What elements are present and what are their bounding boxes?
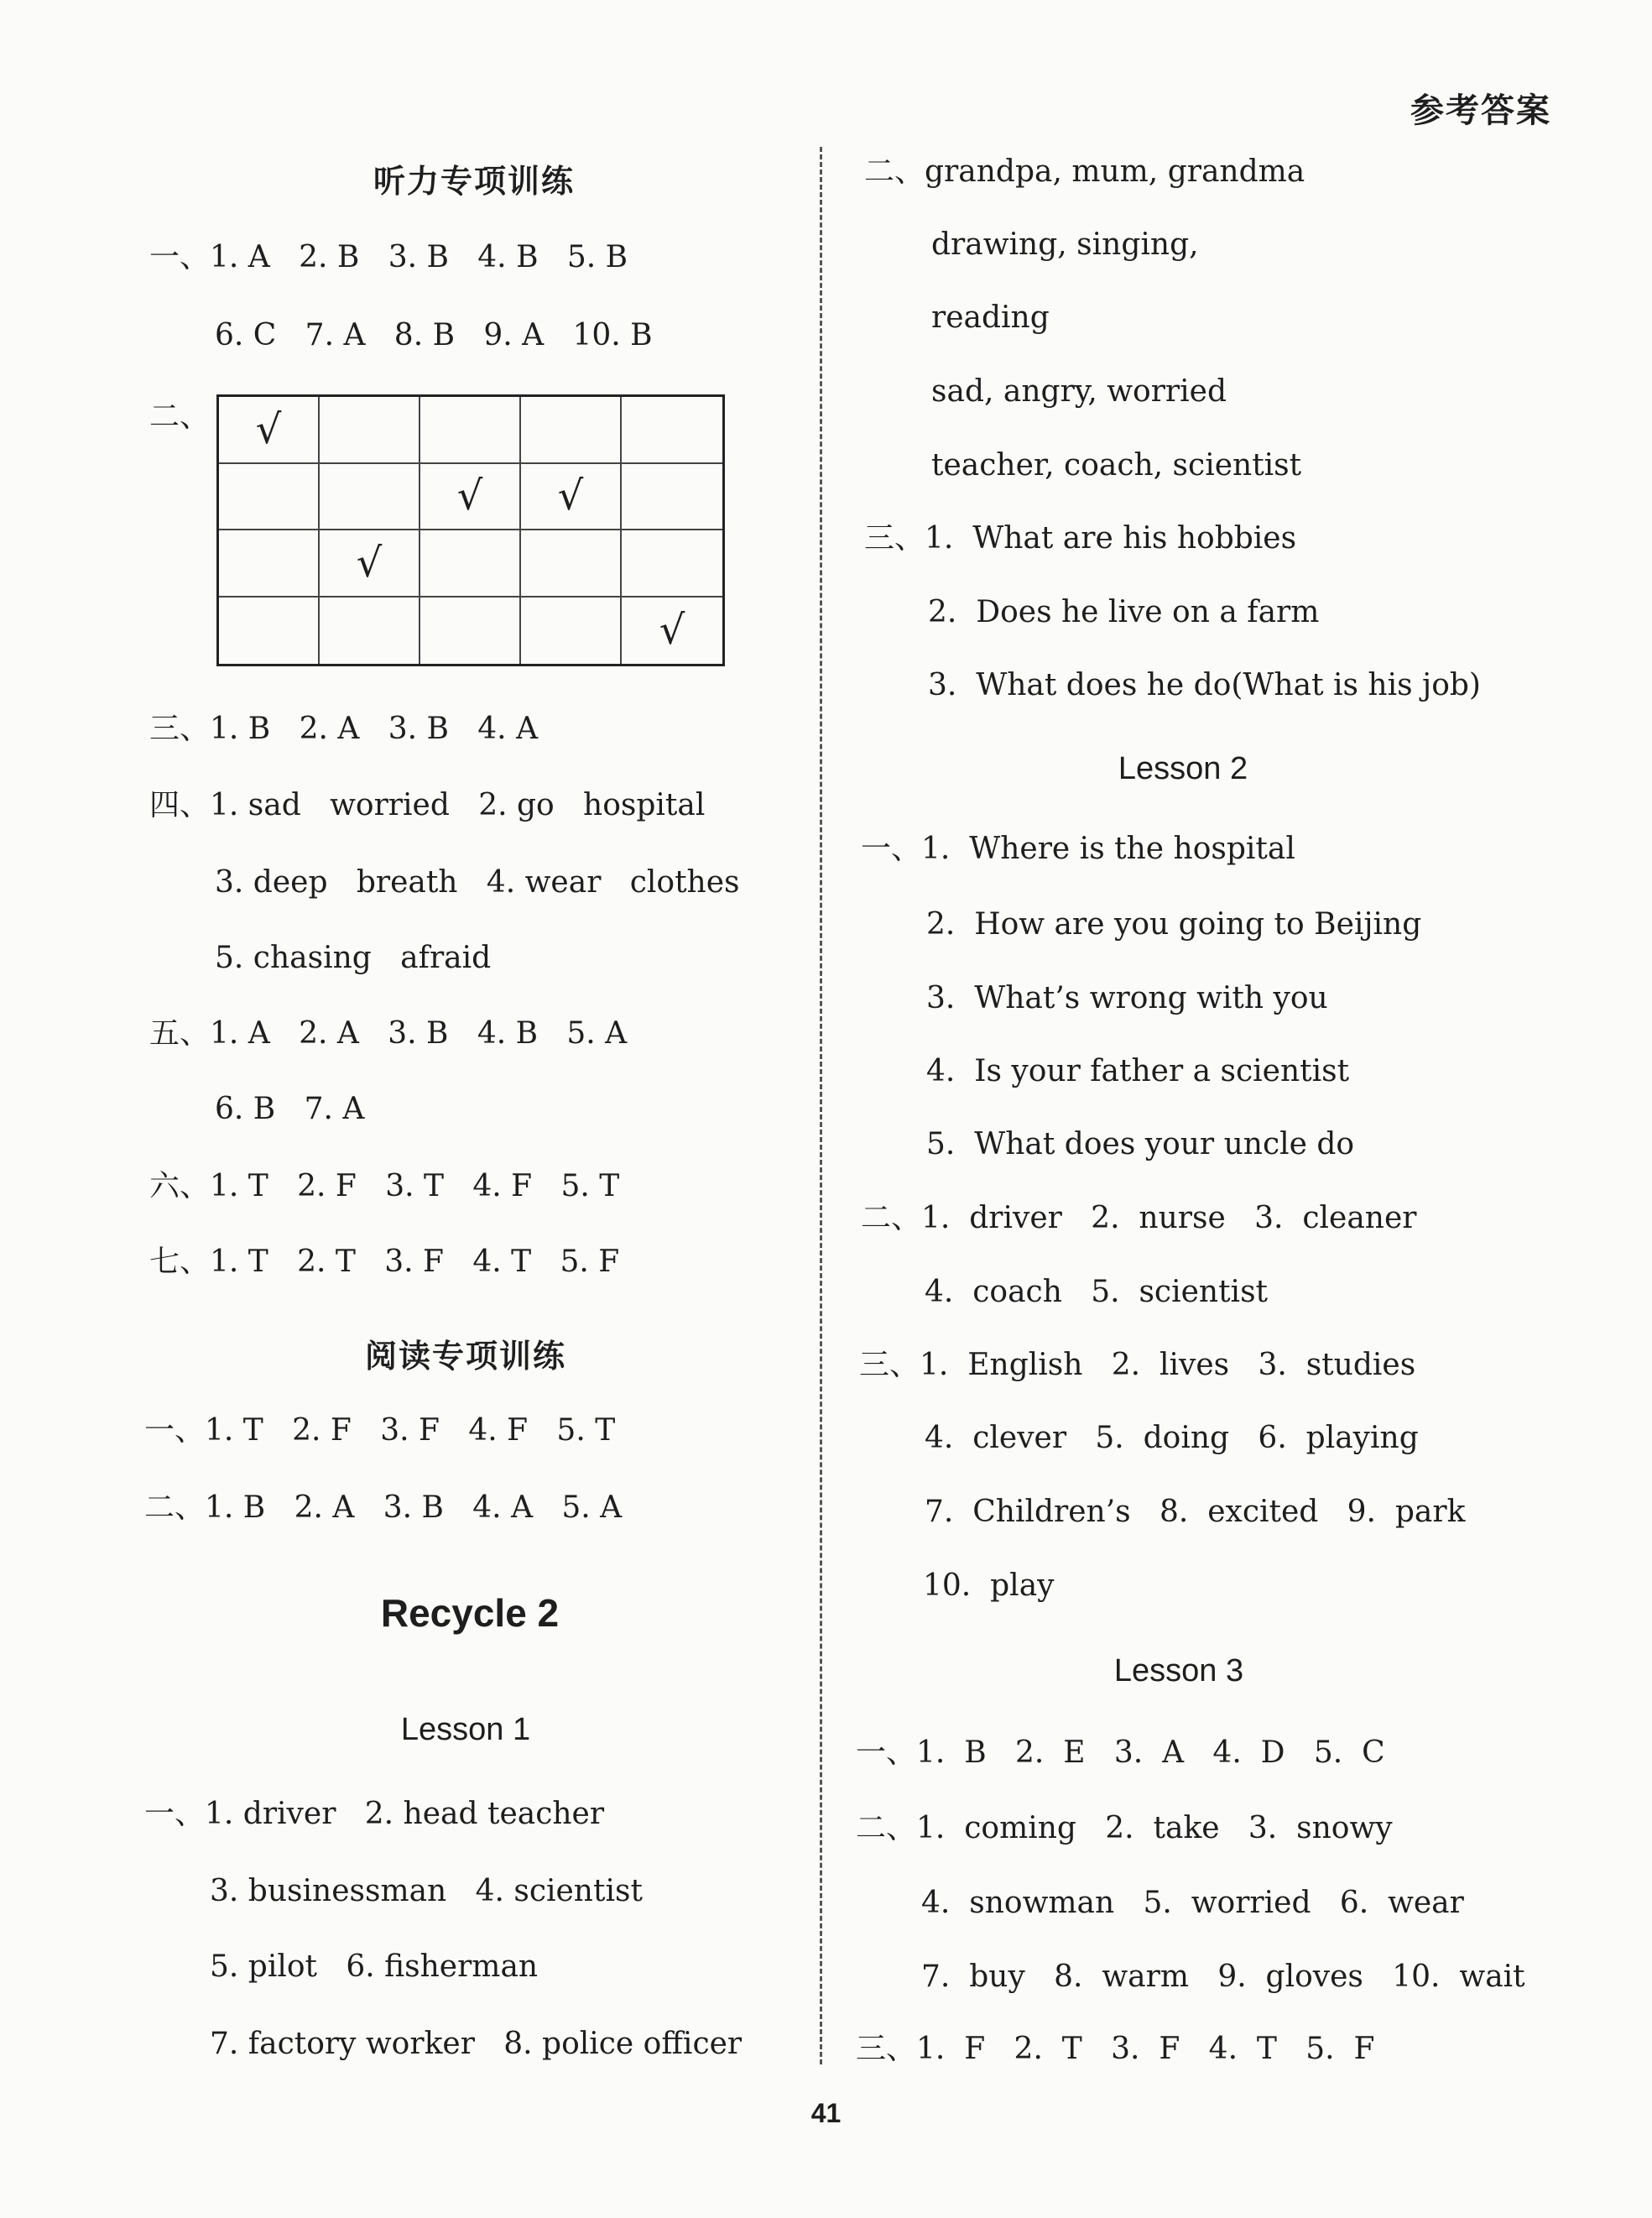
grid-cell [622, 397, 722, 464]
answer-line: 六、1. T 2. F 3. T 4. F 5. T [149, 1169, 620, 1203]
answer-line: 七、1. T 2. T 3. F 4. T 5. F [149, 1245, 620, 1279]
section-label: 二、 [149, 399, 211, 434]
answer-line: 二、1. B 2. A 3. B 4. A 5. A [144, 1490, 623, 1525]
grid-cell: √ [219, 397, 320, 464]
grid-cell [320, 397, 420, 464]
answer-line: teacher, coach, scientist [931, 448, 1302, 483]
grid-cell [219, 464, 320, 531]
grid-cell [320, 464, 420, 531]
answer-line: 一、1. driver 2. head teacher [144, 1797, 605, 1831]
grid-cell [622, 464, 722, 531]
answer-line: 6. B 7. A [215, 1092, 365, 1126]
grid-cell [420, 598, 521, 665]
recycle-title: Recycle 2 [380, 1591, 560, 1635]
grid-cell: √ [659, 607, 685, 655]
grid-cell [420, 397, 521, 464]
answer-line: 一、1. B 2. E 3. A 4. D 5. C [856, 1735, 1385, 1770]
answer-line: 二、1. coming 2. take 3. snowy [856, 1811, 1393, 1845]
answer-line: 一、1. T 2. F 3. F 4. F 5. T [144, 1413, 616, 1448]
page-number: 41 [810, 2098, 842, 2128]
grid-cell [521, 530, 622, 598]
answer-line: 4. snowman 5. worried 6. wear [921, 1886, 1464, 1920]
answer-line: 10. play [923, 1568, 1055, 1603]
answer-line: 三、1. What are his hobbies [864, 521, 1297, 556]
grid-cell [420, 530, 521, 598]
lesson3-title: Lesson 3 [1113, 1653, 1244, 1688]
answer-line: 7. factory worker 8. police officer [210, 2027, 743, 2061]
lesson1-title: Lesson 1 [400, 1712, 531, 1747]
lesson2-title: Lesson 2 [1118, 751, 1248, 786]
grid-cell: √ [420, 464, 521, 531]
answer-line: 5. pilot 6. fisherman [210, 1949, 539, 1984]
grid-cell [320, 598, 420, 665]
answer-line: 3. What’s wrong with you [926, 981, 1328, 1015]
answer-line: 2. How are you going to Beijing [926, 907, 1422, 942]
answer-line: reading [931, 300, 1050, 335]
answer-line: 7. Children’s 8. excited 9. park [925, 1495, 1466, 1529]
answer-grid [216, 394, 725, 666]
answer-line: 3. What does he do(What is his job) [928, 668, 1481, 702]
grid-cell: √ [320, 530, 420, 598]
answer-line: 3. deep breath 4. wear clothes [215, 865, 740, 900]
answer-line: 三、1. B 2. A 3. B 4. A [149, 712, 539, 746]
answer-line: 四、1. sad worried 2. go hospital [149, 788, 706, 822]
column-divider [820, 147, 822, 2064]
listening-section-title: 听力专项训练 [373, 163, 575, 200]
answer-line: 6. C 7. A 8. B 9. A 10. B [215, 318, 653, 352]
answer-line: sad, angry, worried [931, 374, 1227, 409]
answer-line: 4. coach 5. scientist [925, 1275, 1269, 1309]
answer-line: 4. Is your father a scientist [926, 1054, 1350, 1088]
page-header-title: 参考答案 [1410, 91, 1551, 130]
grid-cell [219, 530, 320, 598]
grid-cell [219, 598, 320, 665]
answer-line: 2. Does he live on a farm [928, 595, 1320, 629]
grid-cell [622, 530, 722, 598]
answer-line: 三、1. English 2. lives 3. studies [859, 1348, 1416, 1382]
answer-line: 二、1. driver 2. nurse 3. cleaner [861, 1201, 1417, 1235]
grid-cell: √ [521, 464, 622, 531]
answer-line: 3. businessman 4. scientist [210, 1874, 643, 1908]
answer-line: 一、1. A 2. B 3. B 4. B 5. B [149, 240, 628, 274]
answer-line: 五、1. A 2. A 3. B 4. B 5. A [149, 1016, 628, 1051]
answer-line: 5. chasing afraid [215, 941, 492, 975]
reading-section-title: 阅读专项训练 [364, 1338, 566, 1375]
answer-line: 二、grandpa, mum, grandma [864, 154, 1305, 189]
answer-line: 7. buy 8. warm 9. gloves 10. wait [921, 1960, 1525, 1994]
answer-line: drawing, singing, [931, 227, 1199, 262]
answer-line: 4. clever 5. doing 6. playing [925, 1421, 1419, 1455]
grid-cell [521, 397, 622, 464]
answer-line: 一、1. Where is the hospital [861, 832, 1295, 866]
grid-cell [521, 598, 622, 665]
answer-line: 三、1. F 2. T 3. F 4. T 5. F [856, 2032, 1375, 2066]
answer-line: 5. What does your uncle do [926, 1127, 1355, 1161]
